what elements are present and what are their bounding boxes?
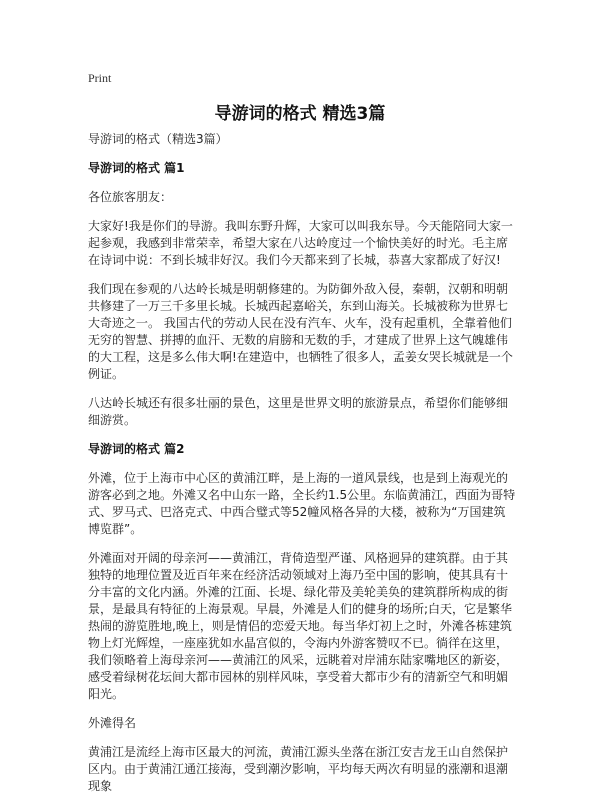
print-link[interactable]: Print — [88, 71, 112, 85]
greeting-paragraph: 各位旅客朋友： — [88, 190, 173, 204]
body-paragraph: 黄浦江是流经上海市区最大的河流，黄浦江源头坐落在浙江安吉龙王山自然保护区内。由于黄浦江通江接海，受到潮汐影响，平均每天两次有明显的涨潮和退潮现象 — [88, 745, 509, 793]
section-1-heading: 导游词的格式 篇1 — [88, 161, 185, 175]
section-2-heading: 导游词的格式 篇2 — [88, 442, 185, 456]
body-paragraph: 八达岭长城还有很多壮丽的景色，这里是世界文明的旅游景点，希望你们能够细细游赏。 — [88, 396, 509, 427]
document-title: 导游词的格式 精选3篇 — [214, 104, 386, 124]
document-body — [88, 131, 516, 807]
subheading-paragraph: 外滩得名 — [88, 716, 137, 730]
body-paragraph: 我们现在参观的八达岭长城是明朝修建的。为防御外敌入侵，秦朝，汉朝和明朝共修建了一万三千多里长城。长城西起嘉峪关，东到山海关。长城被称为世界七大奇迹之一。 我国古代的劳动人民在没有汽车、火车，没有起重机，全靠着他们无穷的智慧、拼搏的血汗、无数的肩膀和无数的手，才建成了世界上这气魄雄伟的大工程，这是多么伟大啊!在建造中，也牺牲了很多人，孟姜女哭长城就是一个例证。 — [88, 282, 513, 381]
body-paragraph: 大家好!我是你们的导游。我叫东野升辉，大家可以叫我东导。今天能陪同大家一起参观，我感到非常荣幸，希望大家在八达岭度过一个愉快美好的时光。毛主席在诗词中说：不到长城非好汉。我们今天都来到了长城，恭喜大家都成了好汉! — [88, 219, 513, 267]
document-subtitle: 导游词的格式（精选3篇） — [88, 132, 228, 146]
body-paragraph: 外滩面对开阔的母亲河——黄浦江，背倚造型严谨、风格迥异的建筑群。由于其独特的地理位置及近百年来在经济活动领域对上海乃至中国的影响，使其具有十分丰富的文化内涵。外滩的江面、长堤、绿化带及美轮美奂的建筑群所构成的街景，是最具有特征的上海景观。早晨，外滩是人们的健身的场所;白天，它是繁华热闹的游览胜地,晚上，则是情侣的恋爱天地。每当华灯初上之时，外滩各栋建筑物上灯光辉煌，一座座犹如水晶宫似的，令海内外游客赞叹不已。徜徉在这里，我们领略着上海母亲河——黄浦江的风采，远眺着对岸浦东陆家嘴地区的新姿，感受着绿树花坛间大都市园林的别样风味，享受着大都市少有的清新空气和明媚阳光。 — [88, 551, 513, 701]
body-paragraph: 外滩，位于上海市中心区的黄浦江畔，是上海的一道风景线，也是到上海观光的游客必到之地。外滩又名中山东一路，全长约1.5公里。东临黄浦江，西面为哥特式、罗马式、巴洛克式、中西合璧式等52幢风格各异的大楼，被称为“万国建筑博览群”。 — [88, 471, 516, 536]
